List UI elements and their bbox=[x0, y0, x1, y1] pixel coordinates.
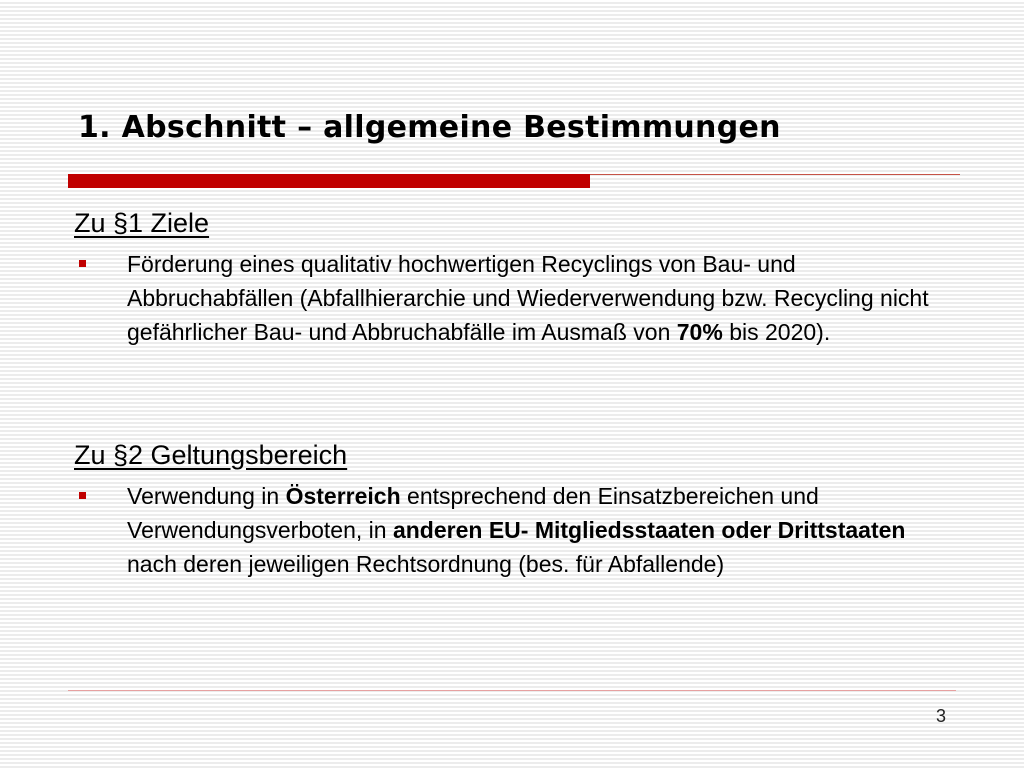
page-number: 3 bbox=[935, 706, 946, 726]
section-geltungsbereich bbox=[74, 439, 954, 581]
text-run: Förderung eines qualitativ hochwertigen Recyclings von Bau- und Abbruchabfällen (Abfallhierarchie und Wiederverwendung bzw. Recycling nicht gefährlicher Bau- und Abbruchabfälle im Ausmaß von bbox=[127, 251, 929, 346]
bold-text-run: anderen EU- Mitgliedsstaaten oder Drittstaaten bbox=[392, 517, 906, 544]
bullet-text bbox=[127, 251, 929, 345]
bold-text-run: 70% bbox=[676, 319, 723, 346]
slide-title: 1. Abschnitt – allgemeine Bestimmungen bbox=[78, 110, 781, 145]
text-run: Verwendung in bbox=[127, 483, 286, 510]
square-bullet-icon bbox=[79, 492, 86, 499]
footer-divider-line bbox=[68, 690, 956, 691]
text-run: nach deren jeweiligen Rechtsordnung (bes. für Abfallende) bbox=[127, 551, 725, 578]
section-heading-geltungsbereich: Zu §2 Geltungsbereich bbox=[74, 440, 348, 470]
text-run: entsprechend den Einsatzbereichen und Verwendungsverboten, in bbox=[127, 483, 819, 544]
bullet-text bbox=[127, 483, 905, 577]
square-bullet-icon bbox=[79, 260, 86, 267]
bullet-geltungsbereich bbox=[74, 479, 954, 581]
text-run: bis 2020). bbox=[722, 319, 831, 346]
section-ziele bbox=[74, 207, 954, 349]
title-accent-bar bbox=[68, 174, 590, 188]
bold-text-run: Österreich bbox=[285, 483, 401, 510]
bullet-ziele bbox=[74, 247, 954, 349]
section-heading-ziele: Zu §1 Ziele bbox=[74, 208, 210, 238]
